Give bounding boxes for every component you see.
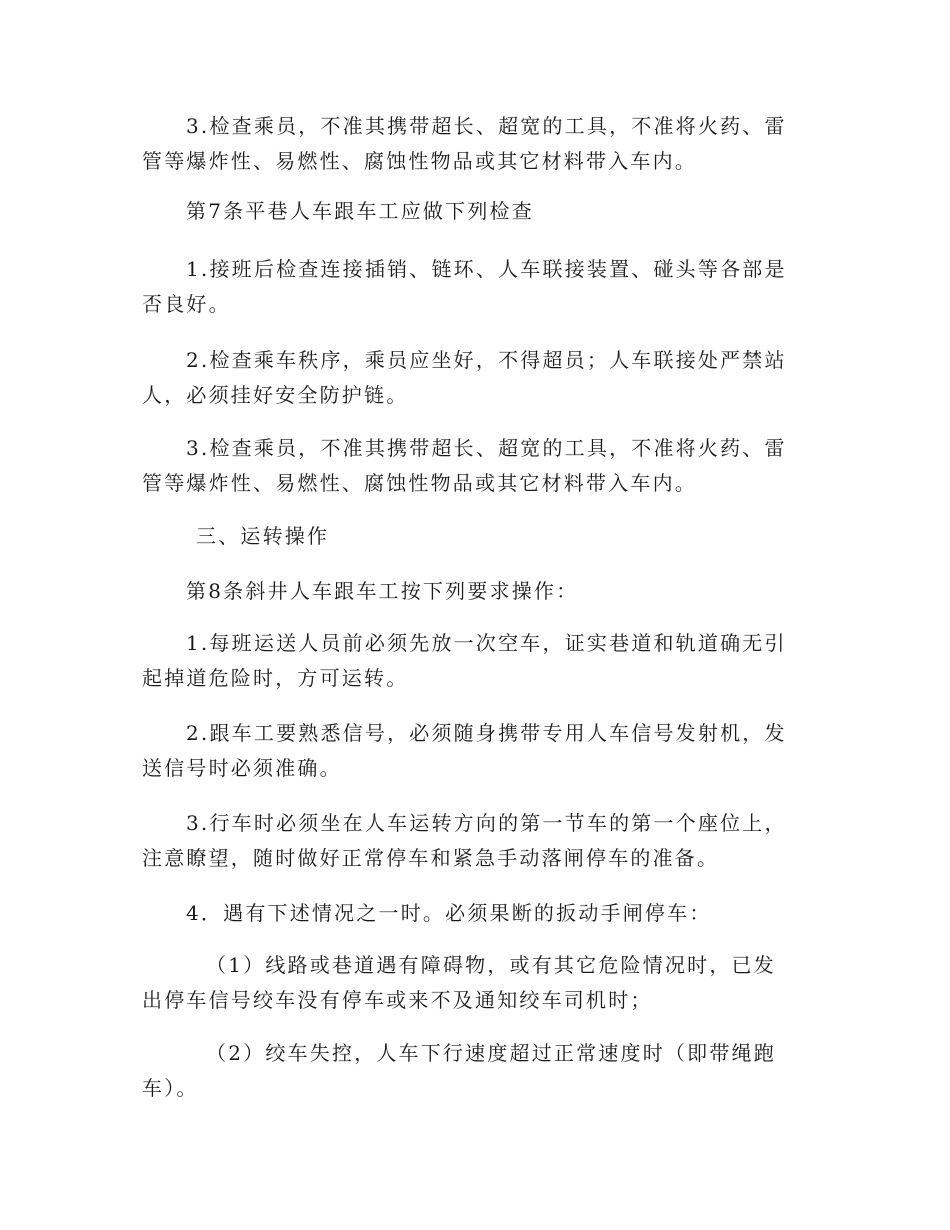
condition-2-winch-failure: （2）绞车失控，人车下行速度超过正常速度时（即带绳跑车）。 bbox=[142, 1041, 776, 1100]
item-1-shift-check: 1.接班后检查连接插销、链环、人车联接装置、碰头等各部是否良好。 bbox=[142, 257, 787, 316]
item-3-seating-position: 3.行车时必须坐在人车运转方向的第一节车的第一个座位上，注意瞭望，随时做好正常停车和紧急手动落闸停车的准备。 bbox=[142, 811, 787, 870]
item-3-passenger-check-slope: 3.检查乘员，不准其携带超长、超宽的工具，不准将火药、雷管等爆炸性、易燃性、腐蚀性物品或其它材料带入车内。 bbox=[142, 114, 787, 173]
item-2-seating-order: 2.检查乘车秩序，乘员应坐好，不得超员；人车联接处严禁站人，必须挂好安全防护链。 bbox=[142, 348, 787, 407]
item-4-brake-conditions: 4．遇有下述情况之一时。必须果断的扳动手闸停车： bbox=[186, 901, 712, 925]
item-1-empty-run: 1.每班运送人员前必须先放一次空车，证实巷道和轨道确无引起掉道危险时，方可运转。 bbox=[142, 631, 787, 690]
item-3-passenger-check-level: 3.检查乘员，不准其携带超长、超宽的工具，不准将火药、雷管等爆炸性、易燃性、腐蚀性物品或其它材料带入车内。 bbox=[142, 436, 787, 495]
article-7-heading: 第7条平巷人车跟车工应做下列检查 bbox=[186, 199, 534, 223]
condition-1-obstacle: （1）线路或巷道遇有障碍物，或有其它危险情况时，已发出停车信号绞车没有停车或来不及通知绞车司机时； bbox=[142, 953, 776, 1012]
section-3-heading: 三、运转操作 bbox=[196, 524, 330, 548]
item-2-signal-familiarity: 2.跟车工要熟悉信号，必须随身携带专用人车信号发射机，发送信号时必须准确。 bbox=[142, 721, 787, 780]
article-8-heading: 第8条斜井人车跟车工按下列要求操作： bbox=[186, 579, 579, 603]
